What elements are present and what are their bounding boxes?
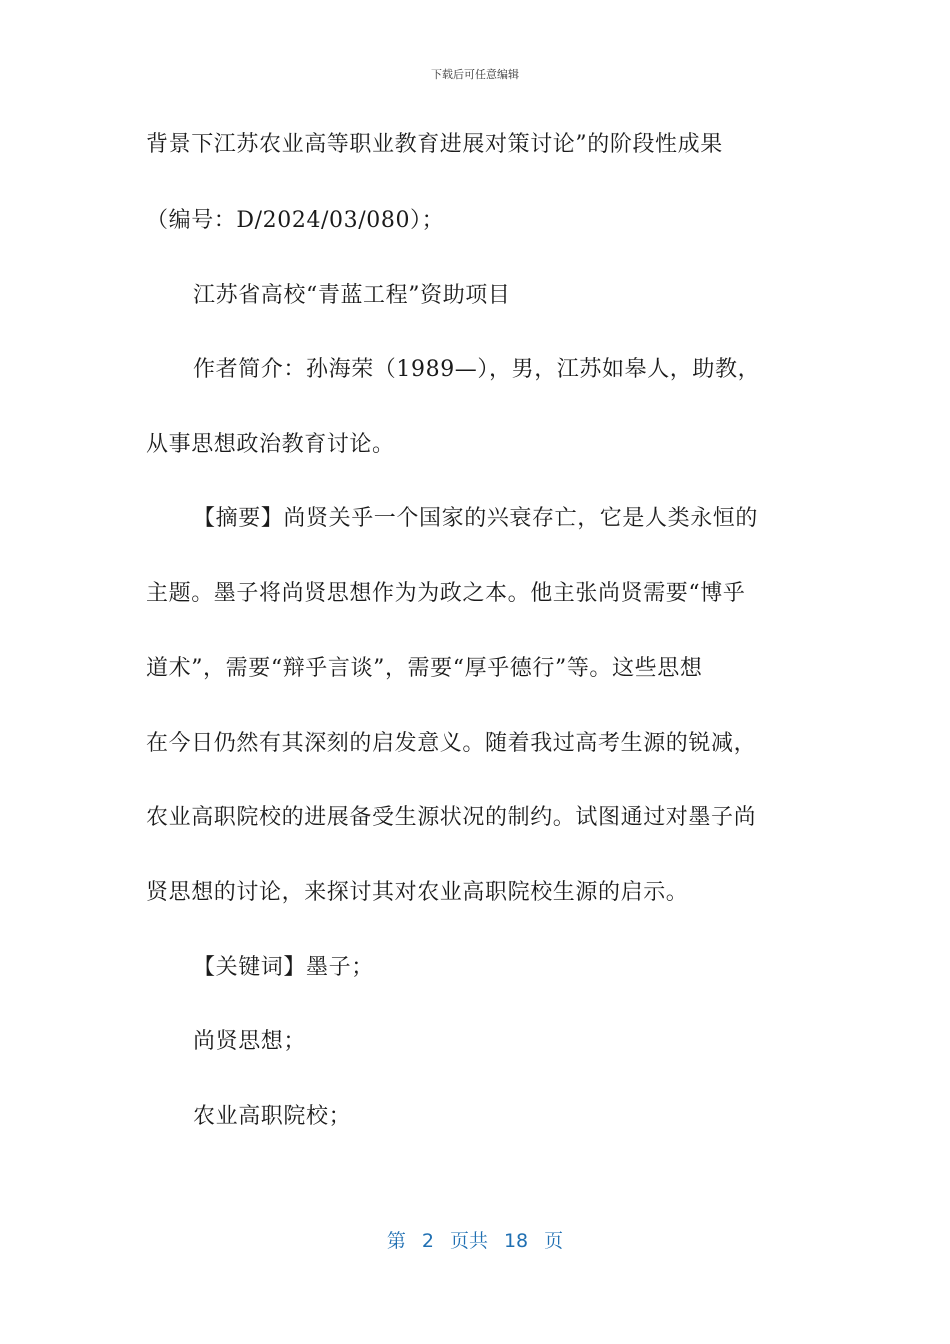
- body-line-10: 农业高职院校的进展备受生源状况的制约。试图通过对墨子尚: [146, 805, 757, 830]
- total-pages-number: 18: [503, 1230, 529, 1252]
- body-line-9: 在今日仍然有其深刻的启发意义。随着我过高考生源的锐减，: [146, 731, 757, 756]
- body-line-6: 【摘要】尚贤关乎一个国家的兴衰存亡，它是人类永恒的: [193, 506, 759, 531]
- page-label-prefix: 第: [386, 1230, 406, 1252]
- body-line-4: 作者简介：孙海荣（1989—），男，江苏如皋人，助教，: [193, 357, 761, 382]
- page-label-mid: 页共: [449, 1230, 488, 1252]
- body-line-8: 道术”，需要“辩乎言谈”，需要“厚乎德行”等。这些思想: [146, 656, 703, 681]
- body-line-7: 主题。墨子将尚贤思想作为为政之本。他主张尚贤需要“博乎: [146, 581, 746, 606]
- page-header: 下载后可任意编辑: [431, 68, 519, 81]
- page-footer: [0, 1226, 950, 1253]
- body-line-14: 农业高职院校；: [193, 1104, 352, 1129]
- body-line-2: （编号：D/2024/03/080）；: [146, 208, 445, 233]
- body-line-5: 从事思想政治教育讨论。: [146, 432, 395, 457]
- body-line-13: 尚贤思想；: [193, 1029, 307, 1054]
- current-page-number: 2: [421, 1230, 434, 1252]
- body-line-1: 背景下江苏农业高等职业教育进展对策讨论”的阶段性成果: [146, 132, 723, 157]
- body-line-12: 【关键词】墨子；: [193, 955, 374, 980]
- body-line-11: 贤思想的讨论，来探讨其对农业高职院校生源的启示。: [146, 880, 689, 905]
- page-label-suffix: 页: [544, 1230, 564, 1252]
- body-line-3: 江苏省高校“青蓝工程”资助项目: [193, 283, 511, 308]
